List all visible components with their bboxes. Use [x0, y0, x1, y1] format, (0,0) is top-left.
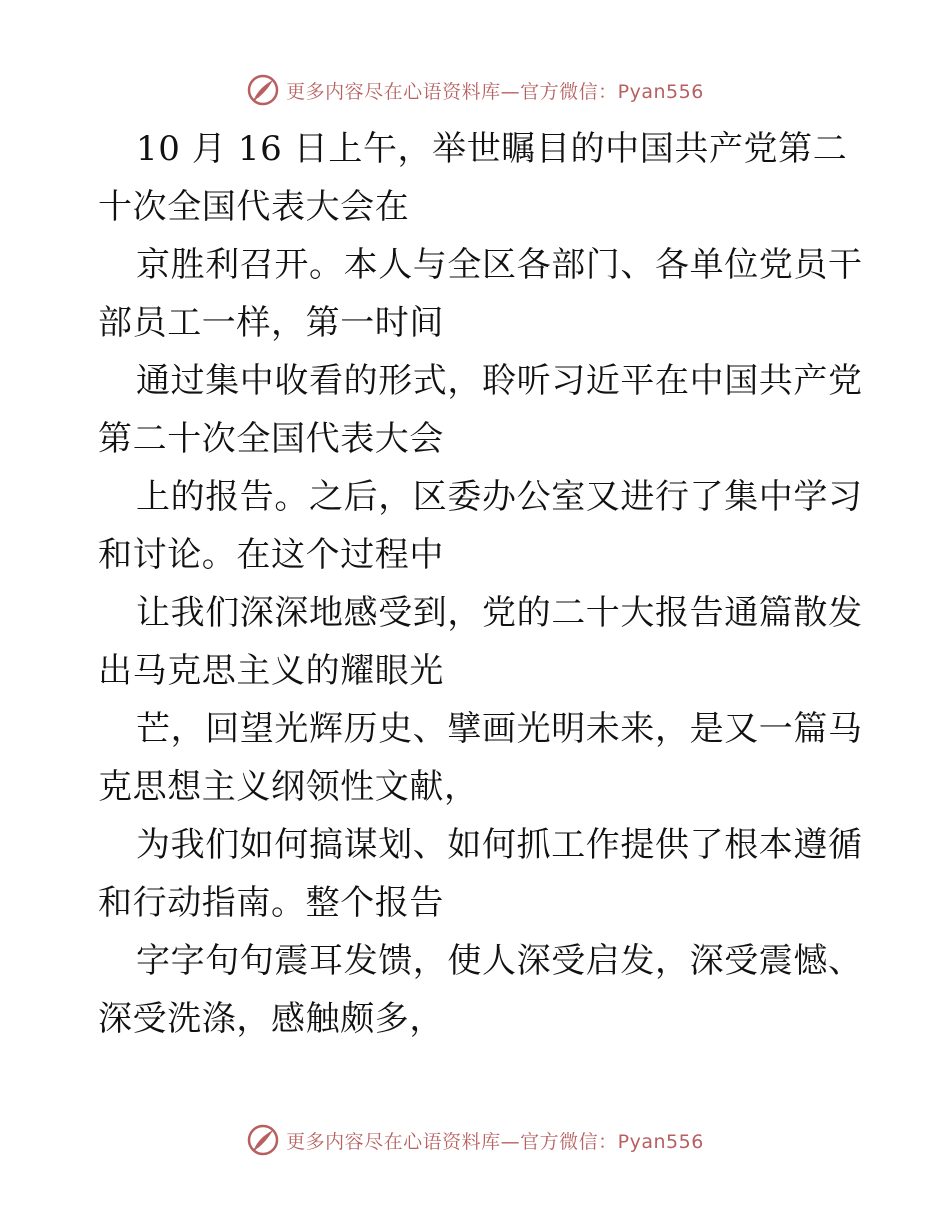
document-body [98, 120, 863, 1048]
paragraph-line [98, 120, 858, 178]
paragraph-line-text: 10 月 16 日上午，举世瞩目的中国共产党第二 [136, 129, 848, 169]
paragraph-line-text: 字字句句震耳发馈，使人深受启发，深受震憾、 [136, 941, 863, 981]
paragraph-line-text: 部员工一样，第一时间 [98, 303, 444, 343]
paragraph-line [98, 410, 858, 468]
paragraph-line [98, 352, 863, 410]
paragraph-line [98, 178, 858, 236]
paragraph-line [98, 990, 858, 1048]
watermark-text: 更多内容尽在心语资料库—官方微信：Pyan556 [286, 1130, 704, 1153]
paragraph-line-text: 克思想主义纲领性文献， [98, 767, 479, 807]
paragraph-line [98, 526, 858, 584]
watermark-text: 更多内容尽在心语资料库—官方微信：Pyan556 [286, 80, 704, 103]
paragraph-line [98, 468, 863, 526]
paragraph-line-text: 上的报告。之后，区委办公室又进行了集中学习 [136, 477, 863, 517]
paragraph-line [98, 642, 858, 700]
paragraph [98, 352, 863, 468]
paragraph [98, 120, 858, 236]
paragraph-line-text: 为我们如何搞谋划、如何抓工作提供了根本遵循 [136, 825, 863, 865]
quill-seal-icon [246, 73, 280, 107]
paragraph-line [98, 236, 863, 294]
paragraph-line [98, 816, 863, 874]
paragraph [98, 584, 863, 700]
paragraph-line-text: 京胜利召开。本人与全区各部门、各单位党员干 [136, 245, 863, 285]
paragraph-line [98, 874, 858, 932]
paragraph [98, 236, 863, 352]
paragraph-line-text: 出马克思主义的耀眼光 [98, 651, 444, 691]
paragraph-line-text: 和讨论。在这个过程中 [98, 535, 444, 575]
quill-seal-icon [246, 1123, 280, 1157]
footer-watermark [0, 1120, 950, 1160]
paragraph-line-text: 让我们深深地感受到，党的二十大报告通篇散发 [136, 593, 863, 633]
paragraph-line [98, 932, 863, 990]
paragraph-line-text: 芒，回望光辉历史、擘画光明未来，是又一篇马 [136, 709, 863, 749]
paragraph-line [98, 294, 858, 352]
paragraph [98, 816, 863, 932]
header-watermark [0, 70, 950, 110]
paragraph-line-text: 和行动指南。整个报告 [98, 883, 444, 923]
paragraph-line [98, 758, 858, 816]
paragraph-line-text: 通过集中收看的形式，聆听习近平在中国共产党 [136, 361, 863, 401]
paragraph-line-text: 十次全国代表大会在 [98, 187, 410, 227]
paragraph [98, 932, 863, 1048]
paragraph-line [98, 584, 863, 642]
paragraph-line-text: 深受洗涤，感触颇多， [98, 999, 444, 1039]
paragraph [98, 700, 863, 816]
paragraph-line [98, 700, 863, 758]
paragraph [98, 468, 863, 584]
paragraph-line-text: 第二十次全国代表大会 [98, 419, 444, 459]
